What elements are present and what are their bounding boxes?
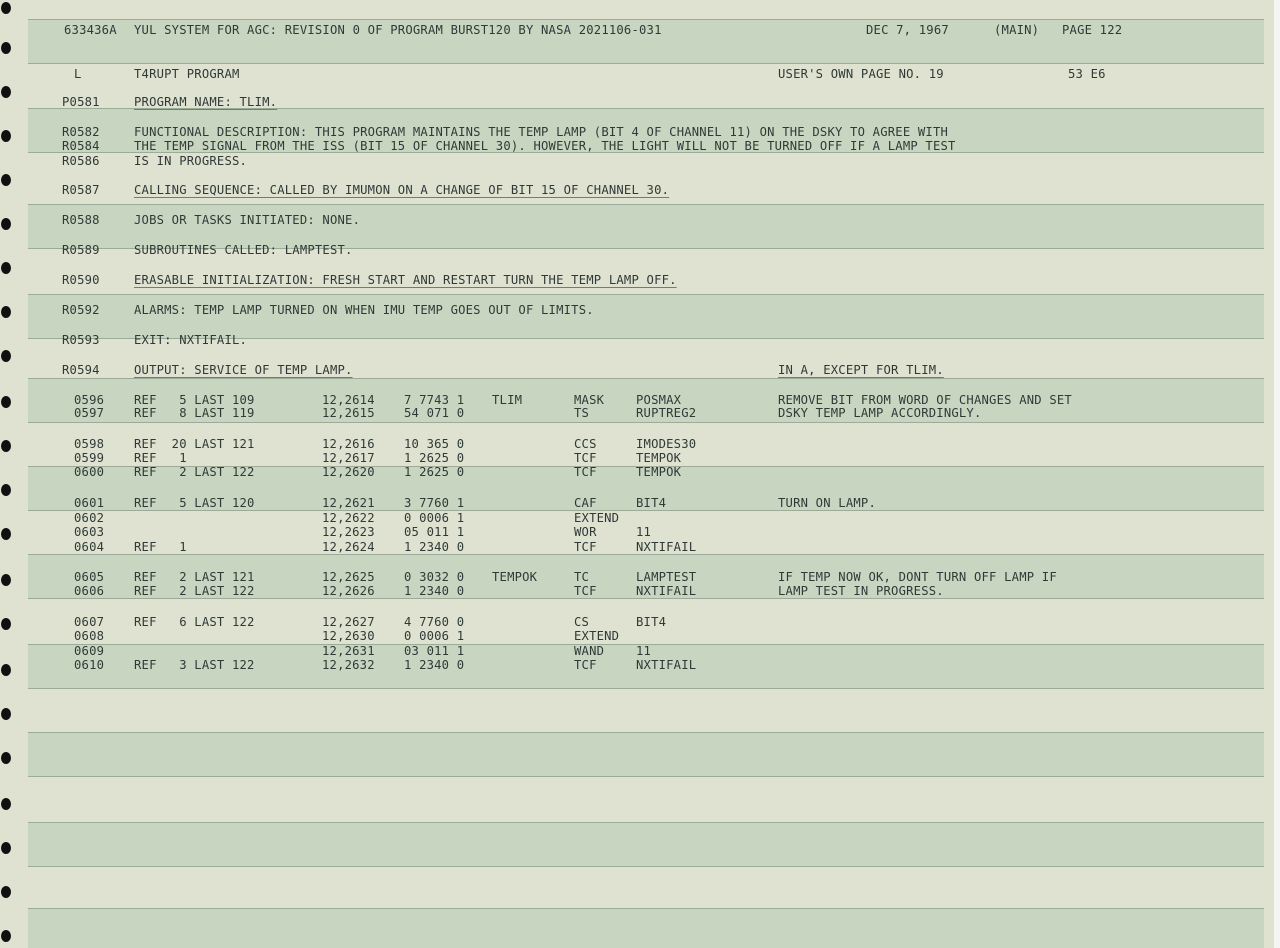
tractor-hole-icon <box>1 618 11 630</box>
operand: 11 <box>636 644 652 658</box>
octal-word: 1 2340 0 <box>404 540 465 554</box>
tractor-hole-icon <box>1 86 11 98</box>
opcode: CS <box>574 615 590 629</box>
source-label: TEMPOK <box>492 570 538 584</box>
tractor-hole-icon <box>1 528 11 540</box>
code-comment: LAMP TEST IN PROGRESS. <box>778 584 944 598</box>
remark-text: OUTPUT: SERVICE OF TEMP LAMP. <box>134 363 353 377</box>
tractor-hole-icon <box>1 440 11 452</box>
line-number: 0610 <box>74 658 105 672</box>
opcode: TCF <box>574 465 597 479</box>
tractor-hole-icon <box>1 396 11 408</box>
opcode: TCF <box>574 658 597 672</box>
paper-edge <box>1274 0 1280 948</box>
remark-id: R0592 <box>62 303 100 317</box>
ref-info: REF 1 <box>134 540 187 554</box>
remark-id: R0587 <box>62 183 100 197</box>
opcode: WAND <box>574 644 605 658</box>
tractor-hole-icon <box>1 886 11 898</box>
remark-id: R0588 <box>62 213 100 227</box>
operand: TEMPOK <box>636 465 682 479</box>
remark-id: R0594 <box>62 363 100 377</box>
memory-address: 12,2624 <box>322 540 375 554</box>
opcode: EXTEND <box>574 511 620 525</box>
memory-address: 12,2630 <box>322 629 375 643</box>
line-number: 0604 <box>74 540 105 554</box>
operand: BIT4 <box>636 615 667 629</box>
greenbar-band <box>28 908 1264 948</box>
remark-text: FUNCTIONAL DESCRIPTION: THIS PROGRAM MAINTAINS THE TEMP LAMP (BIT 4 OF CHANNEL 11) ON THE DSKY TO AGREE WITH <box>134 125 949 139</box>
user-page-number: USER'S OWN PAGE NO. 19 <box>778 67 944 81</box>
rule-line <box>28 294 1264 295</box>
octal-word: 03 011 1 <box>404 644 465 658</box>
line-number: 0607 <box>74 615 105 629</box>
listing-section: (MAIN) <box>994 23 1040 37</box>
line-number: 0602 <box>74 511 105 525</box>
job-number: 633436A <box>64 23 117 37</box>
tractor-hole-icon <box>1 930 11 942</box>
operand: POSMAX <box>636 393 682 407</box>
tractor-hole-icon <box>1 42 11 54</box>
remark-id: R0589 <box>62 243 100 257</box>
greenbar-band <box>28 732 1264 777</box>
memory-address: 12,2623 <box>322 525 375 539</box>
octal-word: 1 2340 0 <box>404 658 465 672</box>
octal-word: 0 3032 0 <box>404 570 465 584</box>
line-number: 0608 <box>74 629 105 643</box>
opcode: EXTEND <box>574 629 620 643</box>
ref-info: REF 5 LAST 120 <box>134 496 255 510</box>
page-number: PAGE 122 <box>1062 23 1123 37</box>
remark-comment: IN A, EXCEPT FOR TLIM. <box>778 363 944 377</box>
memory-address: 12,2626 <box>322 584 375 598</box>
remark-text: SUBROUTINES CALLED: LAMPTEST. <box>134 243 353 257</box>
memory-address: 12,2616 <box>322 437 375 451</box>
opcode: TCF <box>574 540 597 554</box>
tractor-hole-icon <box>1 664 11 676</box>
code-comment: IF TEMP NOW OK, DONT TURN OFF LAMP IF <box>778 570 1057 584</box>
rule-line <box>28 63 1264 64</box>
remark-text: EXIT: NXTIFAIL. <box>134 333 248 347</box>
opcode: TC <box>574 570 590 584</box>
octal-word: 4 7760 0 <box>404 615 465 629</box>
card-tags: 53 E6 <box>1068 67 1106 81</box>
tractor-hole-icon <box>1 130 11 142</box>
rule-line <box>28 204 1264 205</box>
memory-address: 12,2627 <box>322 615 375 629</box>
section-name: T4RUPT PROGRAM <box>134 67 240 81</box>
rule-line <box>28 688 1264 689</box>
rule-line <box>28 554 1264 555</box>
rule-line <box>28 822 1264 823</box>
ref-info: REF 1 <box>134 451 187 465</box>
octal-word: 05 011 1 <box>404 525 465 539</box>
memory-address: 12,2632 <box>322 658 375 672</box>
memory-address: 12,2622 <box>322 511 375 525</box>
rule-line <box>28 19 1264 20</box>
line-number: 0598 <box>74 437 105 451</box>
tractor-hole-icon <box>1 218 11 230</box>
tractor-hole-icon <box>1 306 11 318</box>
tractor-hole-icon <box>1 798 11 810</box>
opcode: TCF <box>574 451 597 465</box>
octal-word: 1 2625 0 <box>404 451 465 465</box>
remark-id: R0590 <box>62 273 100 287</box>
tractor-hole-icon <box>1 174 11 186</box>
listing-date: DEC 7, 1967 <box>866 23 949 37</box>
remark-text: THE TEMP SIGNAL FROM THE ISS (BIT 15 OF CHANNEL 30). HOWEVER, THE LIGHT WILL NOT BE TURNED OFF IF A LAMP TEST <box>134 139 956 153</box>
octal-word: 10 365 0 <box>404 437 465 451</box>
octal-word: 54 071 0 <box>404 406 465 420</box>
tractor-hole-icon <box>1 574 11 586</box>
line-number: 0603 <box>74 525 105 539</box>
memory-address: 12,2631 <box>322 644 375 658</box>
code-comment: TURN ON LAMP. <box>778 496 876 510</box>
remark-text: CALLING SEQUENCE: CALLED BY IMUMON ON A CHANGE OF BIT 15 OF CHANNEL 30. <box>134 183 670 197</box>
tractor-hole-icon <box>1 2 11 14</box>
tractor-hole-icon <box>1 708 11 720</box>
octal-word: 1 2625 0 <box>404 465 465 479</box>
octal-word: 0 0006 1 <box>404 629 465 643</box>
rule-line <box>28 598 1264 599</box>
ref-info: REF 5 LAST 109 <box>134 393 255 407</box>
memory-address: 12,2625 <box>322 570 375 584</box>
ref-info: REF 8 LAST 119 <box>134 406 255 420</box>
code-comment: REMOVE BIT FROM WORD OF CHANGES AND SET <box>778 393 1072 407</box>
opcode: TS <box>574 406 590 420</box>
source-label: TLIM <box>492 393 523 407</box>
memory-address: 12,2617 <box>322 451 375 465</box>
operand: 11 <box>636 525 652 539</box>
remark-id: R0593 <box>62 333 100 347</box>
remark-id: R0586 <box>62 154 100 168</box>
line-number: 0601 <box>74 496 105 510</box>
line-number: 0605 <box>74 570 105 584</box>
octal-word: 3 7760 1 <box>404 496 465 510</box>
opcode: CCS <box>574 437 597 451</box>
rule-line <box>28 732 1264 733</box>
octal-word: 0 0006 1 <box>404 511 465 525</box>
operand: NXTIFAIL <box>636 658 697 672</box>
memory-address: 12,2615 <box>322 406 375 420</box>
memory-address: 12,2614 <box>322 393 375 407</box>
rule-line <box>28 776 1264 777</box>
memory-address: 12,2620 <box>322 465 375 479</box>
tractor-hole-icon <box>1 752 11 764</box>
operand: RUPTREG2 <box>636 406 697 420</box>
line-number: 0609 <box>74 644 105 658</box>
opcode: TCF <box>574 584 597 598</box>
remark-id: R0584 <box>62 139 100 153</box>
ref-info: REF 6 LAST 122 <box>134 615 255 629</box>
log-marker: L <box>74 67 82 81</box>
line-number: 0606 <box>74 584 105 598</box>
listing-title: YUL SYSTEM FOR AGC: REVISION 0 OF PROGRAM BURST120 BY NASA 2021106-031 <box>134 23 662 37</box>
rule-line <box>28 866 1264 867</box>
octal-word: 7 7743 1 <box>404 393 465 407</box>
tractor-hole-icon <box>1 842 11 854</box>
tractor-hole-icon <box>1 484 11 496</box>
remark-text: ERASABLE INITIALIZATION: FRESH START AND RESTART TURN THE TEMP LAMP OFF. <box>134 273 677 287</box>
remark-text: ALARMS: TEMP LAMP TURNED ON WHEN IMU TEMP GOES OUT OF LIMITS. <box>134 303 594 317</box>
line-number: 0597 <box>74 406 105 420</box>
operand: IMODES30 <box>636 437 697 451</box>
tractor-hole-icon <box>1 262 11 274</box>
rule-line <box>28 510 1264 511</box>
ref-info: REF 2 LAST 122 <box>134 465 255 479</box>
octal-word: 1 2340 0 <box>404 584 465 598</box>
rule-line <box>28 908 1264 909</box>
greenbar-band <box>28 822 1264 867</box>
rule-line <box>28 378 1264 379</box>
opcode: CAF <box>574 496 597 510</box>
rule-line <box>28 422 1264 423</box>
line-number: 0596 <box>74 393 105 407</box>
opcode: WOR <box>574 525 597 539</box>
code-comment: DSKY TEMP LAMP ACCORDINGLY. <box>778 406 982 420</box>
operand: LAMPTEST <box>636 570 697 584</box>
tractor-hole-icon <box>1 350 11 362</box>
remark-id: R0582 <box>62 125 100 139</box>
remark-text: JOBS OR TASKS INITIATED: NONE. <box>134 213 361 227</box>
remark-text: PROGRAM NAME: TLIM. <box>134 95 278 109</box>
ref-info: REF 20 LAST 121 <box>134 437 255 451</box>
ref-info: REF 2 LAST 122 <box>134 584 255 598</box>
ref-info: REF 2 LAST 121 <box>134 570 255 584</box>
line-number: 0600 <box>74 465 105 479</box>
line-number: 0599 <box>74 451 105 465</box>
operand: BIT4 <box>636 496 667 510</box>
memory-address: 12,2621 <box>322 496 375 510</box>
remark-id: P0581 <box>62 95 100 109</box>
opcode: MASK <box>574 393 605 407</box>
operand: TEMPOK <box>636 451 682 465</box>
operand: NXTIFAIL <box>636 540 697 554</box>
operand: NXTIFAIL <box>636 584 697 598</box>
ref-info: REF 3 LAST 122 <box>134 658 255 672</box>
remark-text: IS IN PROGRESS. <box>134 154 248 168</box>
